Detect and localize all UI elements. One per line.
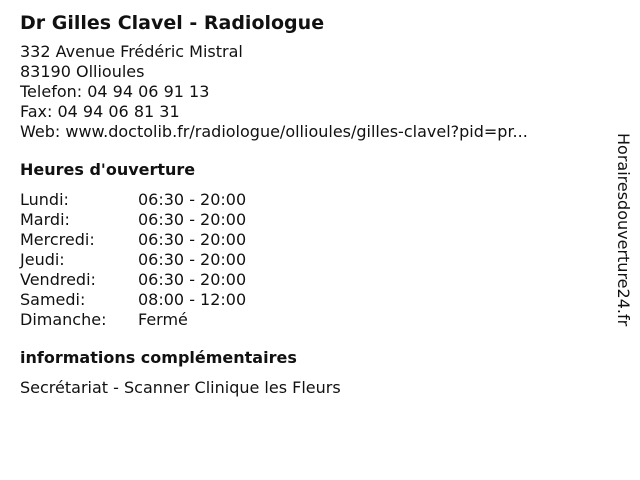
- additional-info-text: Secrétariat - Scanner Clinique les Fleurs: [20, 378, 341, 397]
- day-label: Jeudi:: [20, 250, 65, 269]
- day-hours: Fermé: [138, 310, 188, 329]
- day-label: Mardi:: [20, 210, 70, 229]
- additional-info-heading: informations complémentaires: [20, 348, 297, 367]
- hours-row-thursday: [20, 250, 246, 270]
- day-hours: 06:30 - 20:00: [138, 230, 247, 249]
- city-postcode: 83190 Ollioules: [20, 62, 145, 81]
- hours-row-monday: [20, 190, 246, 210]
- day-hours: 08:00 - 12:00: [138, 290, 247, 309]
- day-hours: 06:30 - 20:00: [138, 270, 247, 289]
- hours-row-sunday: [20, 310, 246, 330]
- day-hours: 06:30 - 20:00: [138, 250, 247, 269]
- opening-hours-table: [20, 190, 246, 330]
- day-label: Mercredi:: [20, 230, 95, 249]
- day-label: Vendredi:: [20, 270, 96, 289]
- hours-row-tuesday: [20, 210, 246, 230]
- hours-row-wednesday: [20, 230, 246, 250]
- fax-number: Fax: 04 94 06 81 31: [20, 102, 180, 121]
- practice-card: [20, 10, 600, 398]
- website-link[interactable]: Web: www.doctolib.fr/radiologue/ollioules/gilles-clavel?pid=pr...: [20, 122, 528, 141]
- phone-number[interactable]: Telefon: 04 94 06 91 13: [20, 82, 210, 101]
- hours-row-friday: [20, 270, 246, 290]
- day-label: Dimanche:: [20, 310, 107, 329]
- site-brand-vertical[interactable]: Horairesdouverture24.fr: [614, 133, 633, 327]
- practice-name: Dr Gilles Clavel - Radiologue: [20, 12, 325, 34]
- day-label: Lundi:: [20, 190, 69, 209]
- street-address: 332 Avenue Frédéric Mistral: [20, 42, 243, 61]
- day-hours: 06:30 - 20:00: [138, 190, 247, 209]
- day-label: Samedi:: [20, 290, 86, 309]
- hours-row-saturday: [20, 290, 246, 310]
- day-hours: 06:30 - 20:00: [138, 210, 247, 229]
- opening-hours-heading: Heures d'ouverture: [20, 160, 196, 179]
- contact-block: [20, 42, 600, 142]
